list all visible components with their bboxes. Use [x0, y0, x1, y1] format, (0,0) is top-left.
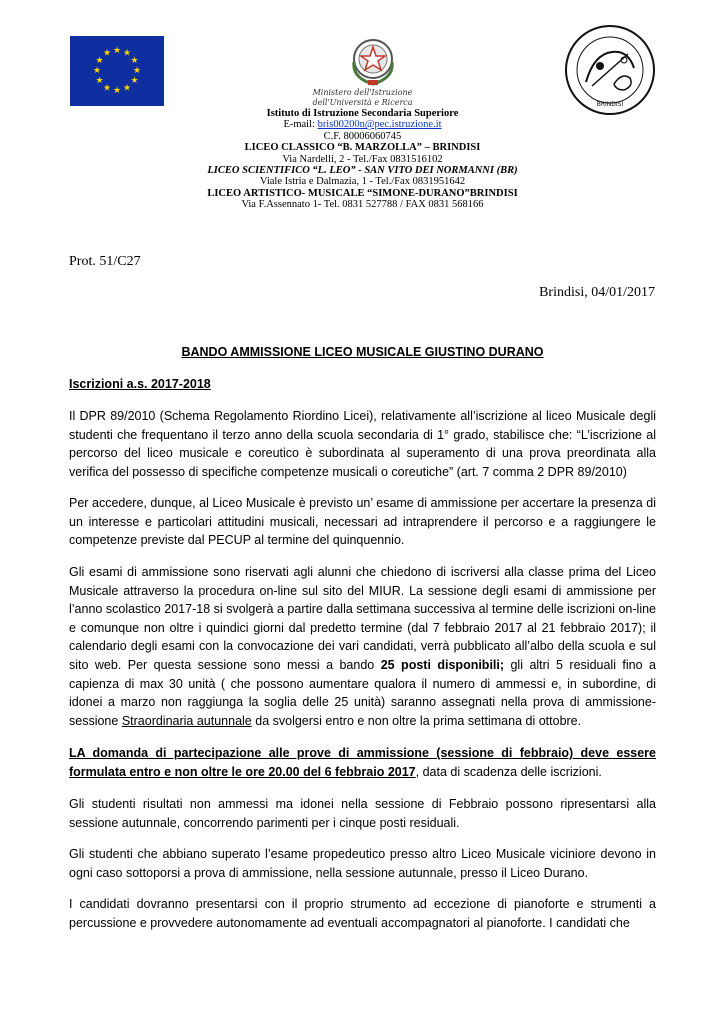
email-line: E-mail: bris00200n@pec.istruzione.it: [283, 119, 442, 131]
svg-text:★: ★: [95, 76, 104, 86]
paragraph-other-liceo: Gli studenti che abbiano superato l’esame propedeutico presso altro Liceo Musicale viciniore devono in ogni caso sottoporsi a prova di ammissione, nella sessione autunnale, presso il Liceo Durano.: [69, 847, 656, 880]
svg-text:★: ★: [122, 48, 132, 59]
paragraph-access: Per accedere, dunque, al Liceo Musicale è previsto un’ esame di ammissione per accertare la presenza di un interesse e particolari attitudini musicali, necessari ad intraprendere il percorso e a raggiungere le competenze previste dal PECUP al termine del quinquennio.: [69, 496, 656, 548]
svg-text:★: ★: [102, 48, 112, 59]
tax-code: C.F. 80006060745: [323, 130, 402, 142]
svg-text:★: ★: [92, 66, 102, 76]
paragraph-dpr: Il DPR 89/2010 (Schema Regolamento Riordino Licei), relativamente all’iscrizione al liceo Musicale degli studenti che frequentano il terzo anno della scuola secondaria di 1° grado, stabilisce che: “L’iscrizione al percorso del liceo musicale e coreutico è subordinata al superamento di una prova preordinata alla verifica del possesso di specifiche competenze musicali o coreutiche” (art. 7 comma 2 DPR 89/2010): [69, 409, 656, 479]
svg-text:★: ★: [132, 66, 142, 76]
place-date: Brindisi, 04/01/2017: [539, 285, 655, 300]
school2-address: Viale Istria e Dalmazia, 1 - Tel./Fax 0831951642: [259, 176, 466, 188]
svg-text:★: ★: [130, 56, 139, 66]
paragraph-instruments: I candidati dovranno presentarsi con il proprio strumento ad eccezione di pianoforte e strumenti a percussione e provvedere autonomamente ad eventuali accompagnatori al pianoforte. I candidati che: [69, 897, 656, 930]
document-subtitle: Iscrizioni a.s. 2017-2018: [69, 377, 211, 391]
svg-text:★: ★: [95, 56, 104, 66]
school-logo-icon: [564, 24, 656, 116]
document-title: BANDO AMMISSIONE LICEO MUSICALE GIUSTINO DURANO: [181, 345, 544, 359]
institution-header: [0, 108, 725, 211]
paragraph-idonei: Gli studenti risultati non ammessi ma idonei nella sessione di Febbraio possono ripresentarsi alla sessione autunnale, concorrendo parimenti per i cinque posti residuali.: [69, 797, 656, 830]
protocol-number: Prot. 51/C27: [69, 254, 141, 269]
school2-name: LICEO SCIENTIFICO “L. LEO” - SAN VITO DEI NORMANNI (BR): [207, 165, 518, 177]
svg-text:★: ★: [112, 86, 122, 96]
svg-text:★: ★: [102, 83, 112, 94]
svg-text:★: ★: [122, 83, 132, 94]
svg-text:★: ★: [130, 76, 139, 86]
school1-name: LICEO CLASSICO “B. MARZOLLA” – BRINDISI: [244, 142, 481, 154]
paragraph-exams: Gli esami di ammissione sono riservati agli alunni che chiedono di iscriversi alla classe prima del Liceo Musicale attraverso la procedura on-line sul sito del MIUR. La sessione degli esami di ammissione per l’anno scolastico 2017-18 si svolgerà a partire dalla settimana successiva al termine delle iscrizioni on-line e comunque non oltre i quindici giorni dal predetto termine (dal 7 febbraio 2017 al 21 febbraio 2017); il calendario degli esami con la convocazione dei vari candidati, verrà pubblicato all’albo della scuola e sul sito web. Per questa sessione sono messi a bando 25 posti disponibili; gli altri 5 residuali fino a capienza di max 30 unità ( che possono aumentare qualora il numero di ammessi e, in subordine, di idonei a marzo non raggiunga la soglia delle 25 unità) saranno assegnati nella prova di ammissione- sessione Straordinaria autunnale da svolgersi entro e non oltre la prima settimana di ottobre.: [69, 565, 656, 728]
email-link[interactable]: bris00200n@pec.istruzione.it: [317, 119, 442, 131]
italian-emblem-icon: [346, 32, 400, 88]
ministry-caption: Ministero dell'Istruzione dell'Università e Ricerca: [312, 88, 413, 107]
paragraph-deadline: LA domanda di partecipazione alle prove di ammissione (sessione di febbraio) deve essere formulata entro e non oltre le ore 20.00 del 6 febbraio 2017, data di scadenza delle iscrizioni.: [69, 746, 656, 779]
institute-name: Istituto di Istruzione Secondaria Superiore: [266, 108, 459, 119]
school1-address: Via Nardelli, 2 - Tel./Fax 0831516102: [282, 153, 443, 165]
svg-text:★: ★: [112, 46, 122, 56]
school3-address: Via F.Assennato 1- Tel. 0831 527788 / FAX 0831 568166: [241, 199, 484, 211]
school-logo-text: BRINDISI: [596, 101, 624, 108]
school3-name: LICEO ARTISTICO- MUSICALE “SIMONE-DURANO”BRINDISI: [207, 187, 518, 199]
